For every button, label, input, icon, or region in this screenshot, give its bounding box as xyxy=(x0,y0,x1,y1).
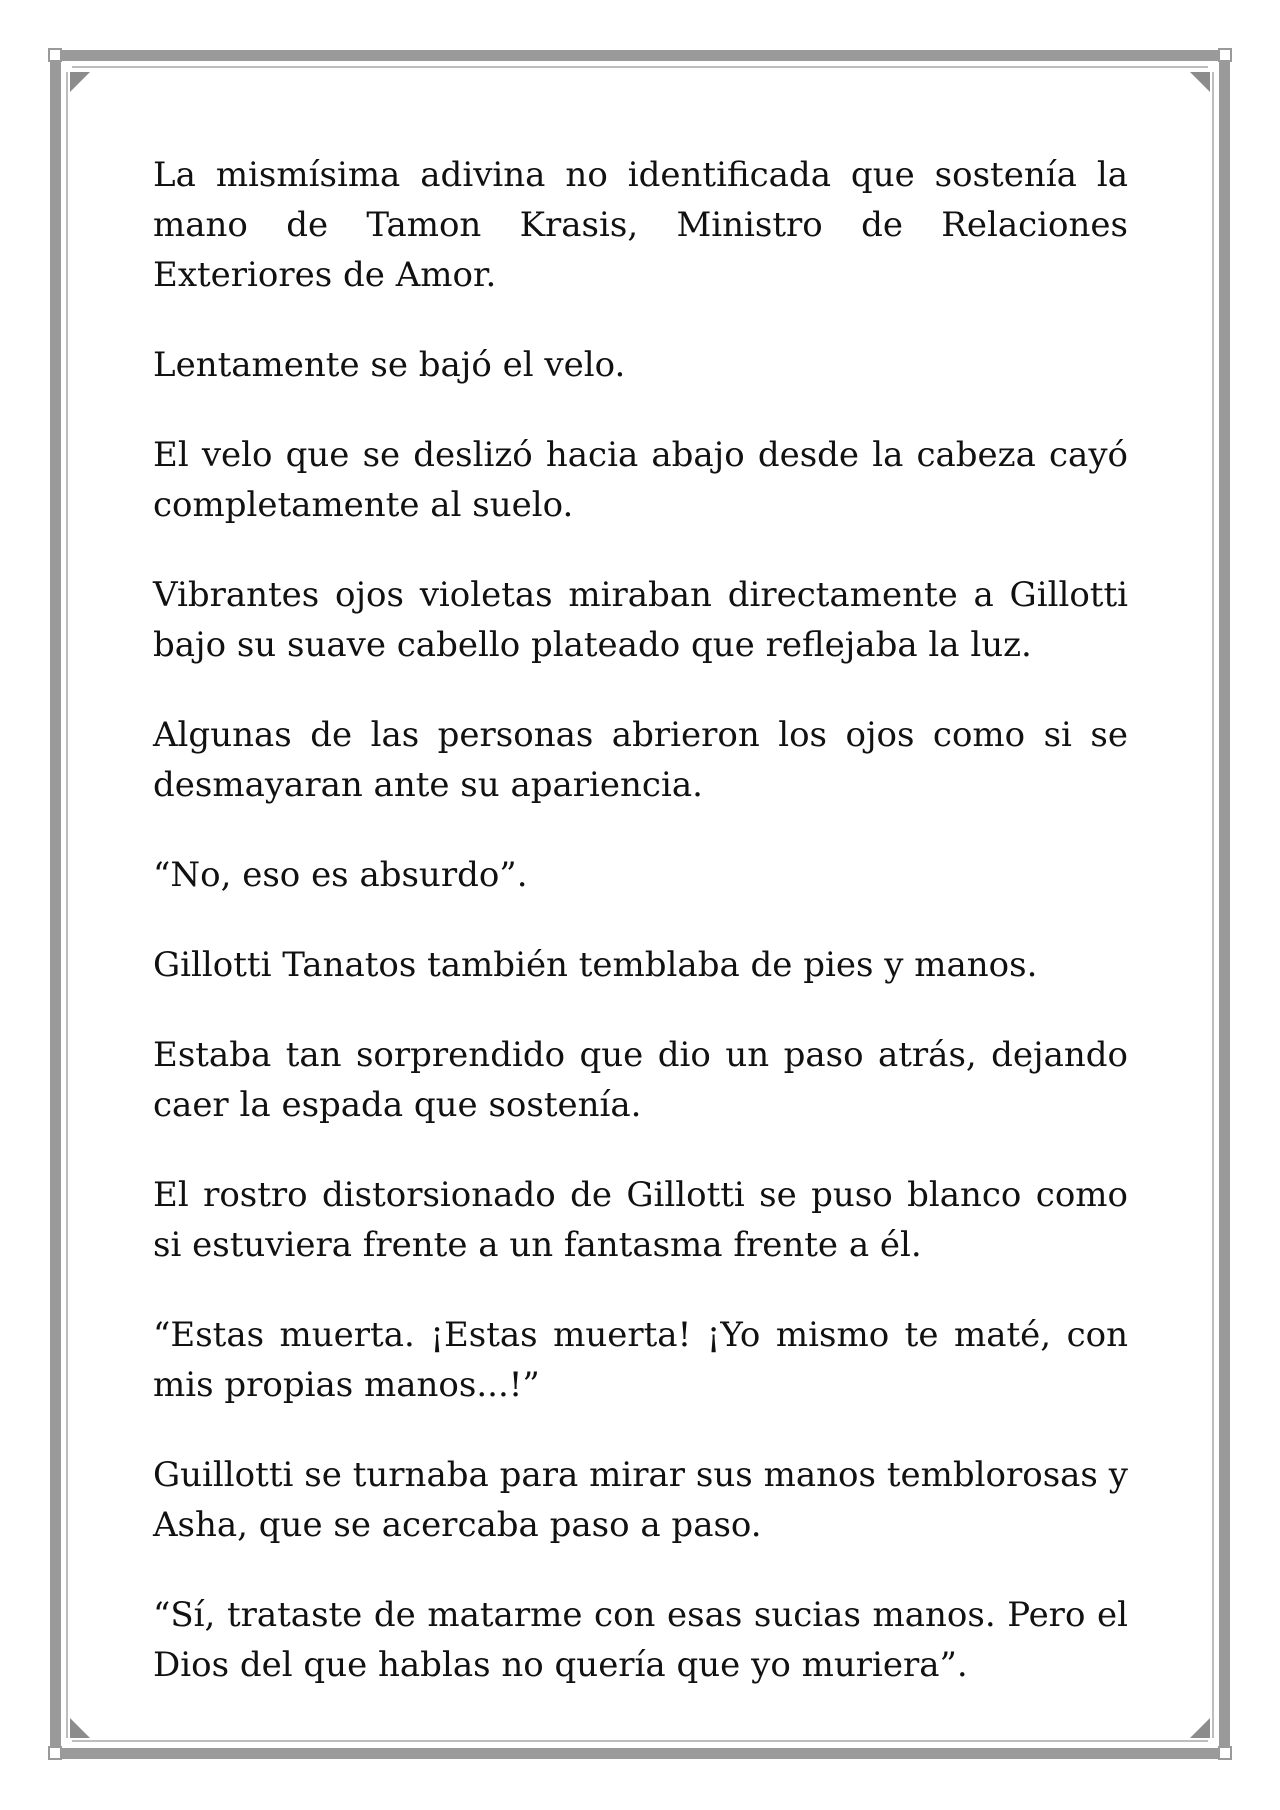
frame-border-left xyxy=(50,56,61,1754)
paragraph: Gillotti Tanatos también temblaba de pies y manos. xyxy=(153,945,1038,985)
corner-triangle-top-right xyxy=(1188,72,1210,94)
document-body xyxy=(153,150,1128,1730)
corner-ornament-bottom-left xyxy=(48,1746,62,1760)
paragraph: “No, eso es absurdo”. xyxy=(153,855,528,895)
paragraph: El rostro distorsionado de Gillotti se puso blanco como si estuviera frente a un fantasma frente a él. xyxy=(153,1175,1128,1265)
paragraph: Algunas de las personas abrieron los ojos como si se desmayaran ante su apariencia. xyxy=(153,715,1128,805)
corner-ornament-bottom-right xyxy=(1218,1746,1232,1760)
paragraph: Estaba tan sorprendido que dio un paso atrás, dejando caer la espada que sostenía. xyxy=(153,1035,1128,1125)
frame-border-bottom xyxy=(56,1748,1224,1759)
frame-inner-right xyxy=(1212,72,1214,1738)
paragraph: Guillotti se turnaba para mirar sus manos temblorosas y Asha, que se acercaba paso a paso. xyxy=(153,1455,1128,1545)
corner-ornament-top-left xyxy=(48,48,62,62)
paragraph: La mismísima adivina no identificada que sostenía la mano de Tamon Krasis, Ministro de Relaciones Exteriores de Amor. xyxy=(153,155,1128,295)
paragraph: El velo que se deslizó hacia abajo desde la cabeza cayó completamente al suelo. xyxy=(153,435,1128,525)
paragraph: Vibrantes ojos violetas miraban directamente a Gillotti bajo su suave cabello plateado que reflejaba la luz. xyxy=(153,575,1128,665)
frame-inner-top xyxy=(72,66,1208,68)
frame-inner-left xyxy=(66,72,68,1738)
corner-triangle-bottom-right xyxy=(1188,1716,1210,1738)
paragraph: Lentamente se bajó el velo. xyxy=(153,345,626,385)
paragraph: “Sí, trataste de matarme con esas sucias manos. Pero el Dios del que hablas no quería que yo muriera”. xyxy=(153,1595,1128,1685)
frame-inner-bottom xyxy=(72,1740,1208,1742)
paragraph: “Estas muerta. ¡Estas muerta! ¡Yo mismo te maté, con mis propias manos...!” xyxy=(153,1315,1128,1405)
corner-ornament-top-right xyxy=(1218,48,1232,62)
corner-triangle-bottom-left xyxy=(70,1716,92,1738)
corner-triangle-top-left xyxy=(70,72,92,94)
frame-border-right xyxy=(1219,56,1230,1754)
frame-border-top xyxy=(56,50,1224,61)
